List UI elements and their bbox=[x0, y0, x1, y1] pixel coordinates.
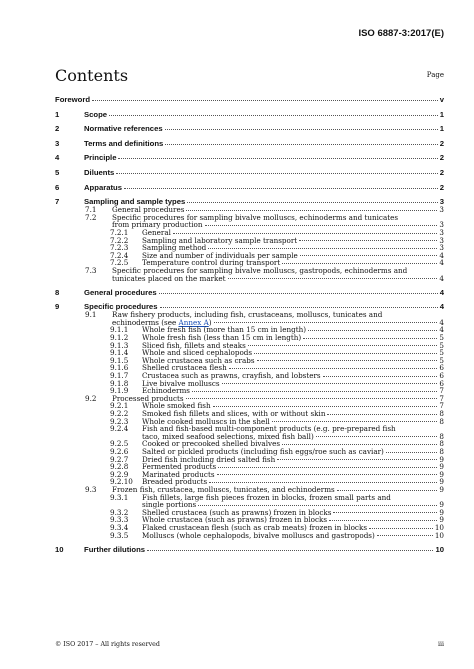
toc-entry-page: 4 bbox=[439, 317, 444, 327]
toc-entry-number: 9.2.2 bbox=[110, 409, 129, 418]
toc-entry-number: 8 bbox=[55, 287, 60, 297]
toc-entry-page: 9 bbox=[439, 462, 444, 472]
toc-entry-title: General bbox=[142, 227, 171, 237]
toc-entry-number: 9.2.6 bbox=[110, 446, 129, 456]
toc-entry-title: Whole crustacea (such as prawns) frozen in blocks bbox=[142, 515, 328, 525]
toc-entry-page: 9 bbox=[439, 500, 444, 510]
dot-leader bbox=[208, 241, 437, 249]
toc-entry[interactable] bbox=[55, 288, 444, 297]
toc-entry-page: 5 bbox=[439, 348, 444, 358]
dot-leader bbox=[327, 407, 437, 415]
toc-entry-page: 3 bbox=[439, 197, 444, 207]
toc-entry-title: Whole fresh fish (less than 15 cm in length) bbox=[142, 333, 302, 343]
dot-leader bbox=[147, 542, 433, 551]
toc-entry-page: 8 bbox=[439, 416, 444, 426]
dot-leader bbox=[165, 136, 437, 145]
toc-entry-number: 7.2.4 bbox=[110, 250, 129, 260]
toc-entry-page: 9 bbox=[439, 477, 444, 487]
toc-entry[interactable] bbox=[55, 532, 444, 540]
dot-leader bbox=[109, 107, 438, 116]
dot-leader bbox=[217, 468, 438, 476]
page-number: iii bbox=[437, 641, 444, 648]
toc-entry-page: 8 bbox=[439, 431, 444, 441]
toc-entry-title: Sliced fish, fillets and steaks bbox=[142, 340, 246, 350]
dot-leader bbox=[308, 323, 437, 331]
dot-leader bbox=[187, 194, 437, 203]
dot-leader bbox=[92, 92, 438, 101]
toc-entry-number: 9.1.8 bbox=[110, 378, 129, 388]
toc-entry-title-line2: from primary production bbox=[112, 220, 203, 230]
toc-entry-number: 5 bbox=[55, 167, 60, 177]
toc-entry-title: Specific procedures bbox=[84, 302, 158, 312]
dot-leader bbox=[165, 121, 438, 130]
dot-leader bbox=[282, 437, 437, 445]
dot-leader bbox=[229, 361, 438, 369]
dot-leader bbox=[329, 513, 437, 521]
toc-entry-number: 9.3.3 bbox=[110, 515, 129, 525]
dot-leader bbox=[186, 203, 437, 211]
dot-leader bbox=[272, 415, 438, 423]
footer bbox=[55, 641, 444, 648]
toc-entry-page: 5 bbox=[439, 340, 444, 350]
toc-entry-number: 9.2.8 bbox=[110, 462, 129, 472]
toc-entry-page: 8 bbox=[439, 439, 444, 449]
toc-entry-page: 2 bbox=[439, 182, 444, 192]
toc-entry-title: Whole crustacea such as crabs bbox=[142, 355, 255, 365]
toc-entry-title: Echinoderms bbox=[142, 386, 190, 396]
dot-leader bbox=[192, 384, 437, 392]
toc-entry-number: 9 bbox=[55, 302, 60, 312]
toc-entry-title: Terms and definitions bbox=[84, 138, 164, 148]
dot-leader bbox=[186, 392, 438, 400]
toc-entry-title: Specific procedures for sampling bivalve molluscs, gastropods, echinoderms and bbox=[112, 265, 408, 275]
toc-entry-page: 4 bbox=[439, 258, 444, 268]
toc-entry-title: Whole cooked molluscs in the shell bbox=[142, 416, 270, 426]
toc-entry-title: Specific procedures for sampling bivalve molluscs, echinoderms and tunicates bbox=[112, 212, 399, 222]
toc-entry-title: Fermented products bbox=[142, 462, 217, 472]
toc-entry-number: 9.3.4 bbox=[110, 522, 129, 532]
toc-entry-page: 2 bbox=[439, 138, 444, 148]
toc-entry-title: Frozen fish, crustacea, molluscs, tunicates, and echinoderms bbox=[112, 484, 335, 494]
toc-entry-page: v bbox=[439, 95, 444, 104]
dot-leader bbox=[214, 316, 438, 324]
toc-entry-title: Shelled crustacea (such as prawns) frozen in blocks bbox=[142, 507, 332, 517]
toc-entry-page: 9 bbox=[439, 515, 444, 525]
toc-entry-title: Raw fishery products, including fish, crustaceans, molluscs, tunicates and bbox=[112, 310, 383, 320]
toc-entry-page: 3 bbox=[439, 205, 444, 215]
toc-entry-title-continued bbox=[112, 275, 226, 283]
dot-leader bbox=[333, 506, 437, 514]
dot-leader bbox=[213, 399, 438, 407]
toc-entry-title-end: ) bbox=[208, 317, 212, 327]
toc-entry-number: 9.3.5 bbox=[110, 530, 129, 540]
dot-leader bbox=[160, 299, 438, 308]
dot-leader bbox=[222, 377, 438, 385]
dot-leader bbox=[386, 445, 438, 453]
dot-leader bbox=[118, 150, 437, 159]
dot-leader bbox=[300, 249, 438, 257]
toc-entry-number: 9.3 bbox=[85, 484, 97, 494]
dot-leader bbox=[282, 256, 437, 264]
toc-entry[interactable] bbox=[55, 95, 444, 104]
toc-entry-title-line2: echinoderms (see bbox=[112, 317, 179, 327]
toc-entry-page: 3 bbox=[439, 227, 444, 237]
dot-leader bbox=[116, 165, 437, 174]
toc-entry-page: 9 bbox=[439, 469, 444, 479]
toc-entry-title: Processed products bbox=[112, 393, 184, 403]
toc-entry-page: 6 bbox=[439, 378, 444, 388]
toc-entry-number: 3 bbox=[55, 138, 60, 148]
dot-leader bbox=[124, 180, 438, 189]
dot-leader bbox=[323, 369, 438, 377]
toc-entry-title: Further dilutions bbox=[84, 544, 146, 554]
toc-entry-page: 4 bbox=[439, 273, 444, 283]
toc-entry-number: 7.3 bbox=[85, 265, 97, 275]
dot-leader bbox=[228, 272, 438, 280]
toc-entry-number: 7.2.1 bbox=[110, 227, 129, 237]
toc-entry-page: 3 bbox=[439, 220, 444, 230]
toc-entry-number: 9.2.10 bbox=[110, 477, 133, 487]
dot-leader bbox=[299, 234, 437, 242]
dot-leader bbox=[316, 430, 438, 438]
toc-entry[interactable] bbox=[55, 153, 444, 162]
toc-entry-page: 6 bbox=[439, 363, 444, 373]
toc-entry-number: 9.1.9 bbox=[110, 386, 129, 396]
toc-entry-number: 7.1 bbox=[85, 205, 97, 215]
toc-entry[interactable] bbox=[55, 168, 444, 177]
toc-entry-title: General procedures bbox=[112, 205, 185, 215]
dot-leader bbox=[337, 483, 438, 491]
toc-entry-page: 7 bbox=[439, 386, 444, 396]
toc-entry[interactable] bbox=[55, 110, 444, 119]
toc-entry-title: Diluents bbox=[84, 167, 115, 177]
toc-entry-title: Size and number of individuals per sample bbox=[142, 250, 298, 260]
dot-leader bbox=[257, 354, 438, 362]
toc-entry-number: 9.2.7 bbox=[110, 454, 129, 464]
toc-entry-page: 10 bbox=[434, 530, 444, 540]
toc-entry-number: 7.2.5 bbox=[110, 258, 129, 268]
toc-entry-number: 9.1 bbox=[85, 310, 97, 320]
toc-entry-number: 7 bbox=[55, 197, 60, 207]
toc-entry-page: 10 bbox=[434, 522, 444, 532]
toc-entry-number: 2 bbox=[55, 124, 60, 134]
toc-entry-continuation[interactable] bbox=[55, 275, 444, 283]
copyright-notice: © ISO 2017 – All rights reserved bbox=[55, 641, 160, 648]
toc-entry-title: Foreword bbox=[55, 95, 91, 104]
dot-leader bbox=[254, 346, 437, 354]
toc-entry[interactable] bbox=[55, 139, 444, 148]
toc-entry-number: 7.2 bbox=[85, 212, 97, 222]
toc-entry-title: Sampling method bbox=[142, 243, 207, 253]
dot-leader bbox=[277, 453, 437, 461]
toc-entry-page: 3 bbox=[439, 235, 444, 245]
toc-entry-number: 7.2.2 bbox=[110, 235, 129, 245]
toc-entry-page: 1 bbox=[439, 124, 444, 134]
toc-entry-number: 9.1.6 bbox=[110, 363, 129, 373]
toc-entry-title: Breaded products bbox=[142, 477, 208, 487]
toc-entry-number: 9.2.5 bbox=[110, 439, 129, 449]
toc-entry-title-line2: tunicates placed on the market bbox=[112, 273, 226, 283]
toc-entry-page: 9 bbox=[439, 484, 444, 494]
toc-entry-number: 9.1.2 bbox=[110, 333, 129, 343]
toc-entry-title: Sampling and laboratory sample transport bbox=[142, 235, 298, 245]
dot-leader bbox=[248, 339, 438, 347]
toc-entry-page: 1 bbox=[439, 109, 444, 119]
toc-entry-title: Molluscs (whole cephalopods, bivalve molluscs and gastropods) bbox=[142, 530, 375, 540]
toc-entry-page: 9 bbox=[439, 507, 444, 517]
toc-entry-number: 9.2.9 bbox=[110, 469, 129, 479]
toc-entry-title: Sampling and sample types bbox=[84, 197, 186, 207]
dot-leader bbox=[205, 218, 438, 226]
toc-entry-title-line2: taco, mixed seafood selections, mixed fish ball) bbox=[142, 431, 314, 441]
toc-entry-page: 4 bbox=[439, 250, 444, 260]
page-title: Contents bbox=[55, 66, 129, 85]
toc-entry-title: Apparatus bbox=[84, 182, 123, 192]
toc-entry-title: Smoked fish fillets and slices, with or without skin bbox=[142, 409, 326, 418]
toc-entry-title: Dried fish including dried salted fish bbox=[142, 454, 276, 464]
toc-entry-title-line2: single portions bbox=[142, 500, 197, 510]
toc-entry-title: Whole and sliced cephalopods bbox=[142, 348, 253, 358]
toc-entry-title: Marinated products bbox=[142, 469, 215, 479]
toc-entry-page: 7 bbox=[439, 393, 444, 403]
toc-entry-page: 4 bbox=[439, 287, 444, 297]
toc-entry-title: Fish and fish-based multi-component products (e.g. pre-prepared fish bbox=[142, 424, 396, 434]
toc-entry-title: Whole fresh fish (more than 15 cm in length) bbox=[142, 325, 307, 335]
toc-entry-title: General procedures bbox=[84, 287, 157, 297]
toc-entry-number: 4 bbox=[55, 153, 60, 163]
toc-entry-title: Shelled crustacea flesh bbox=[142, 363, 227, 373]
dot-leader bbox=[369, 521, 433, 529]
dot-leader bbox=[209, 475, 437, 483]
toc-entry[interactable] bbox=[55, 183, 444, 192]
toc-entry-number: 1 bbox=[55, 109, 60, 119]
toc-entry-number: 9.2.4 bbox=[110, 424, 129, 434]
toc-entry-number: 6 bbox=[55, 182, 60, 192]
toc-entry-page: 3 bbox=[439, 243, 444, 253]
toc-entry-title: Crustacea such as prawns, crayfish, and lobsters bbox=[142, 371, 321, 381]
toc-entry-title: Flaked crustacean flesh (such as crab meats) frozen in blocks bbox=[142, 522, 368, 532]
toc-entry-title: Fish fillets, large fish pieces frozen in blocks, frozen small parts and bbox=[142, 492, 391, 502]
toc-entry-title: Normative references bbox=[84, 124, 163, 134]
dot-leader bbox=[198, 498, 437, 506]
toc-entry-number: 9.3.2 bbox=[110, 507, 129, 517]
toc-entry-number: 7.2.3 bbox=[110, 243, 129, 253]
toc-entry-title: Principle bbox=[84, 153, 117, 163]
toc-entry-page: 9 bbox=[439, 454, 444, 464]
toc-entry-number: 9.1.3 bbox=[110, 340, 129, 350]
toc-entry[interactable] bbox=[55, 545, 444, 554]
dot-leader bbox=[159, 285, 438, 294]
toc-entry-page: 10 bbox=[435, 544, 444, 554]
dot-leader bbox=[173, 226, 438, 234]
toc-entry-number: 9.2.3 bbox=[110, 416, 129, 426]
toc-entry-title: Scope bbox=[84, 109, 108, 119]
toc-entry-page: 6 bbox=[439, 371, 444, 381]
toc-entry-page: 7 bbox=[439, 401, 444, 411]
toc-entry-page: 8 bbox=[439, 409, 444, 418]
toc-entry-page: 8 bbox=[439, 446, 444, 456]
toc-entry-page: 2 bbox=[439, 167, 444, 177]
toc-entry-title: Cooked or precooked shelled bivalves bbox=[142, 439, 281, 449]
page-column-label: Page bbox=[426, 71, 444, 79]
toc-entry-number: 9.1.4 bbox=[110, 348, 129, 358]
document-id: ISO 6887-3:2017(E) bbox=[358, 28, 444, 39]
toc-entry-number: 9.1.1 bbox=[110, 325, 129, 335]
toc-entry[interactable] bbox=[55, 124, 444, 133]
toc-entry-number: 9.1.5 bbox=[110, 355, 129, 365]
toc-entry-title: Live bivalve molluscs bbox=[142, 378, 220, 388]
toc-entry-page: 5 bbox=[439, 333, 444, 343]
toc-entry-title: Whole smoked fish bbox=[142, 401, 211, 411]
toc-entry-number: 9.3.1 bbox=[110, 492, 129, 502]
dot-leader bbox=[218, 460, 437, 468]
toc-entry-number: 9.2.1 bbox=[110, 401, 129, 411]
toc-entry-page: 4 bbox=[439, 325, 444, 335]
toc-entry-title: Temperature control during transport bbox=[142, 258, 281, 268]
dot-leader bbox=[303, 331, 437, 339]
toc-entry-number: 10 bbox=[55, 544, 64, 554]
table-of-contents bbox=[55, 95, 444, 554]
toc-entry-title: Salted or pickled products (including fish eggs/roe such as caviar) bbox=[142, 446, 384, 456]
toc-entry-page: 2 bbox=[439, 153, 444, 163]
dot-leader bbox=[377, 529, 433, 537]
toc-entry-page: 4 bbox=[439, 302, 444, 312]
annex-a-link[interactable]: Annex A bbox=[178, 317, 209, 327]
toc-entry-number: 9.1.7 bbox=[110, 371, 129, 381]
toc-entry-number: 9.2 bbox=[85, 393, 97, 403]
toc-entry-page: 5 bbox=[439, 355, 444, 365]
